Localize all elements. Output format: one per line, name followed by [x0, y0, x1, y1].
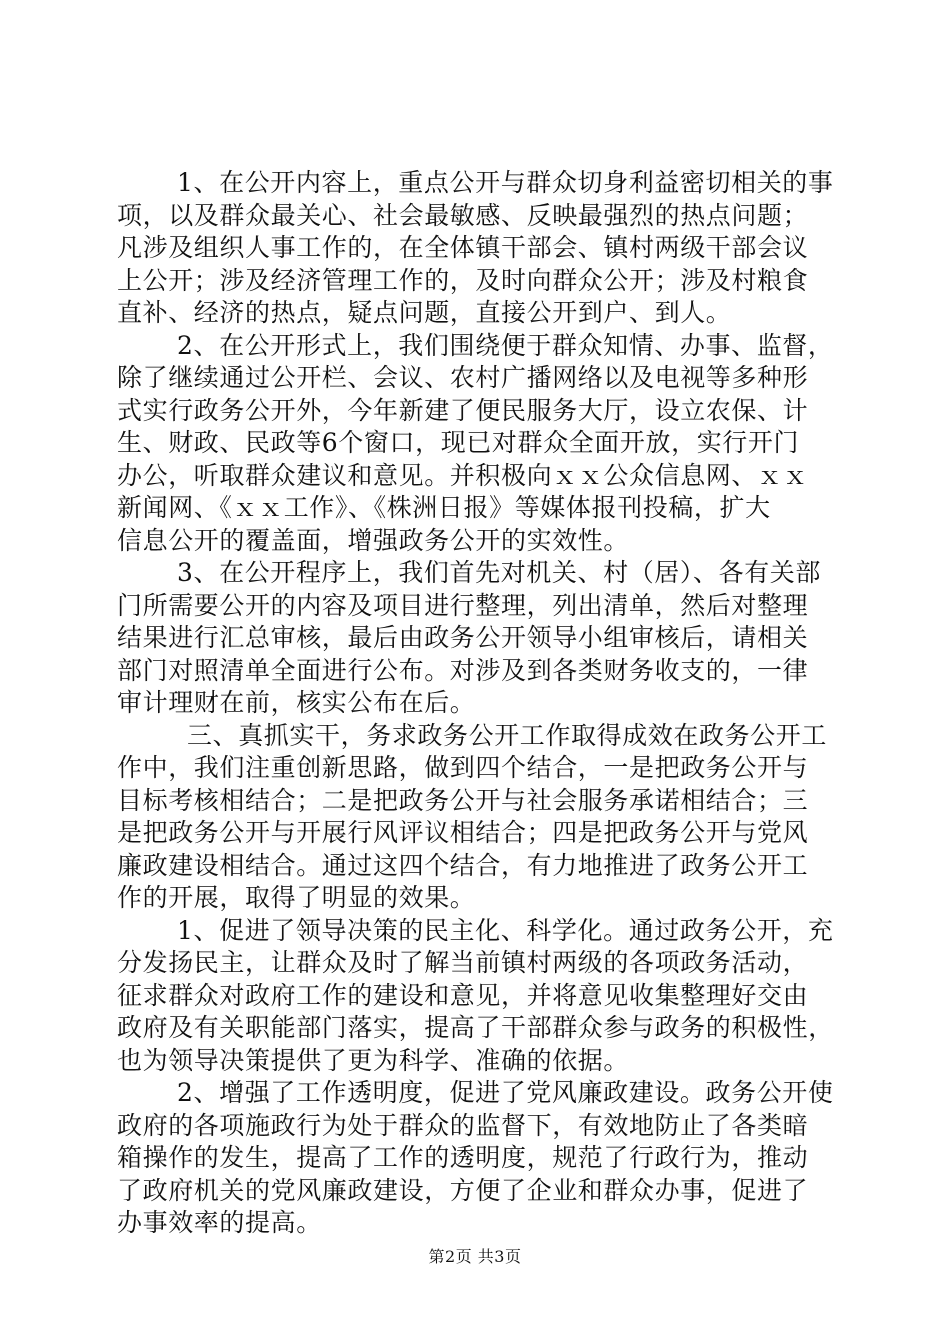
- paragraph-line: 办事效率的提高。: [117, 1208, 322, 1237]
- paragraph-line: 了政府机关的党风廉政建设，方便了企业和群众办事，促进了: [117, 1175, 809, 1205]
- paragraph-line: 式实行政务公开外，今年新建了便民服务大厅，设立农保、计: [117, 395, 809, 425]
- paragraph-line: 上公开；涉及经济管理工作的，及时向群众公开；涉及村粮食: [117, 265, 809, 295]
- paragraph-line: 门所需要公开的内容及项目进行整理，列出清单，然后对整理: [117, 590, 809, 620]
- paragraph-line: 直补、经济的热点，疑点问题，直接公开到户、到人。: [117, 298, 732, 327]
- paragraph-line: 信息公开的覆盖面，增强政务公开的实效性。: [117, 525, 630, 555]
- paragraph-line: 作中，我们注重创新思路，做到四个结合，一是把政务公开与: [117, 753, 809, 782]
- paragraph-line: 作的开展，取得了明显的效果。: [117, 883, 476, 912]
- paragraph-line: 生、财政、民政等6个窗口，现已对群众全面开放，实行开门: [117, 428, 800, 457]
- paragraph-line: 也为领导决策提供了更为科学、准确的依据。: [117, 1045, 630, 1075]
- paragraph-line: 是把政务公开与开展行风评议相结合；四是把政务公开与党风: [117, 818, 809, 847]
- paragraph-line: 3、在公开程序上，我们首先对机关、村（居）、各有关部: [177, 558, 822, 587]
- paragraph-line: 目标考核相结合；二是把政务公开与社会服务承诺相结合；三: [117, 785, 809, 815]
- paragraph-line: 2、增强了工作透明度，促进了党风廉政建设。政务公开使: [177, 1078, 834, 1107]
- paragraph-line: 分发扬民主，让群众及时了解当前镇村两级的各项政务活动，: [117, 948, 809, 977]
- paragraph-line: 征求群众对政府工作的建设和意见，并将意见收集整理好交由: [117, 980, 809, 1010]
- section-heading-line: 三、真抓实干，务求政务公开工作取得成效在政务公开工: [187, 720, 828, 750]
- paragraph-line: 新闻网、《ｘｘ工作》、《株洲日报》等媒体报刊投稿，扩大: [117, 493, 771, 522]
- paragraph-line: 办公，听取群众建议和意见。并积极向ｘｘ公众信息网、ｘｘ: [117, 460, 809, 490]
- page-footer: 第2页 共3页: [428, 1247, 522, 1266]
- paragraph-line: 除了继续通过公开栏、会议、农村广播网络以及电视等多种形: [117, 363, 809, 392]
- document-body: [117, 167, 837, 1240]
- paragraph-line: 1、在公开内容上，重点公开与群众切身利益密切相关的事: [177, 168, 834, 197]
- paragraph-line: 部门对照清单全面进行公布。对涉及到各类财务收支的，一律: [117, 655, 809, 685]
- paragraph-line: 箱操作的发生，提高了工作的透明度，规范了行政行为，推动: [117, 1143, 809, 1172]
- paragraph-line: 2、在公开形式上，我们围绕便于群众知情、办事、监督，: [177, 330, 834, 360]
- paragraph-line: 结果进行汇总审核，最后由政务公开领导小组审核后，请相关: [117, 623, 809, 652]
- paragraph-line: 政府及有关职能部门落实，提高了干部群众参与政务的积极性，: [117, 1013, 834, 1042]
- paragraph-line: 审计理财在前，核实公布在后。: [117, 688, 476, 717]
- paragraph-line: 项，以及群众最关心、社会最敏感、反映最强烈的热点问题；: [117, 200, 809, 230]
- paragraph-line: 廉政建设相结合。通过这四个结合，有力地推进了政务公开工: [117, 850, 809, 880]
- paragraph-line: 凡涉及组织人事工作的，在全体镇干部会、镇村两级干部会议: [117, 233, 809, 262]
- paragraph-line: 政府的各项施政行为处于群众的监督下，有效地防止了各类暗: [117, 1110, 809, 1140]
- paragraph-line: 1、促进了领导决策的民主化、科学化。通过政务公开，充: [177, 915, 834, 945]
